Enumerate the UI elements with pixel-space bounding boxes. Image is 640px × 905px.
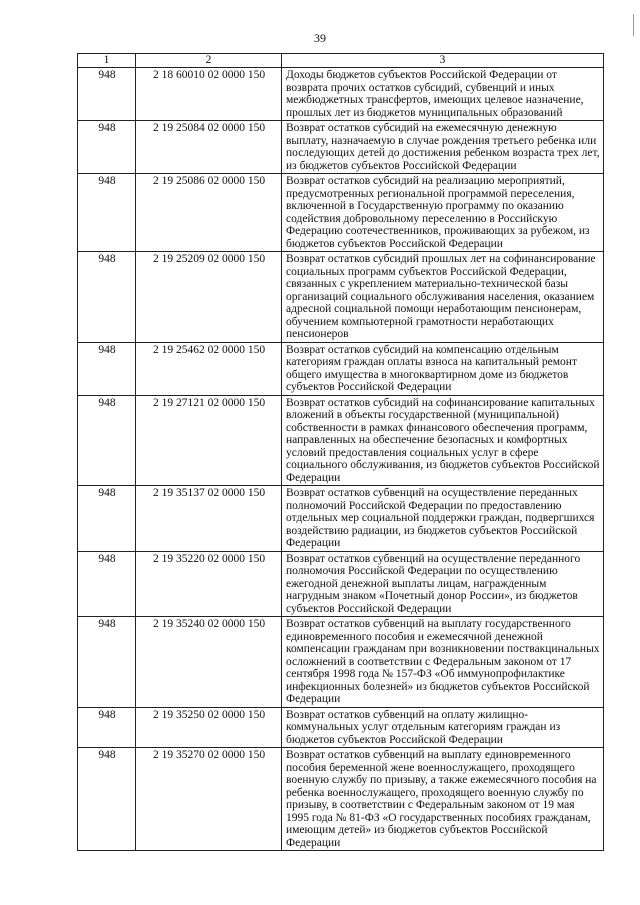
description-cell: Возврат остатков субвенций на оплату жилищно-коммунальных услуг отдельным категориям граждан из бюджетов субъектов Российской Федерации xyxy=(282,707,604,748)
budget-code-cell: 2 19 35137 02 0000 150 xyxy=(136,486,282,552)
table-row xyxy=(78,121,604,174)
budget-code-cell: 2 19 35240 02 0000 150 xyxy=(136,617,282,708)
budget-code-cell: 2 19 35250 02 0000 150 xyxy=(136,707,282,748)
table-row xyxy=(78,252,604,343)
budget-code-cell: 2 19 35270 02 0000 150 xyxy=(136,748,282,851)
description-cell: Возврат остатков субвенций на выплату государственного единовременного пособия и ежемесячной денежной компенсации гражданам при возникновении поствакцинальных осложнений в соответствии с Федеральным законом от 17 сентября 1998 года № 157-ФЗ «Об иммунопрофилактике инфекционных болезней» из бюджетов субъектов Российской Федерации xyxy=(282,617,604,708)
description-cell: Возврат остатков субвенций на выплату единовременного пособия беременной жене военнослужащего, проходящего военную службу по призыву, а также ежемесячного пособия на ребенка военнослужащего, проходящего военную службу по призыву, в соответствии с Федеральным законом от 19 мая 1995 года № 81-ФЗ «О государственных пособиях гражданам, имеющим детей» из бюджетов субъектов Российской Федерации xyxy=(282,748,604,851)
admin-code-cell: 948 xyxy=(78,68,136,121)
table-row xyxy=(78,748,604,851)
table-header-row xyxy=(78,54,604,68)
page-number: 39 xyxy=(314,31,326,45)
admin-code-cell: 948 xyxy=(78,174,136,252)
table-row xyxy=(78,551,604,617)
table-row xyxy=(78,617,604,708)
admin-code-cell: 948 xyxy=(78,252,136,343)
admin-code-cell: 948 xyxy=(78,748,136,851)
admin-code-cell: 948 xyxy=(78,551,136,617)
table-row xyxy=(78,707,604,748)
column-header-name: 3 xyxy=(282,54,604,68)
budget-code-cell: 2 19 25086 02 0000 150 xyxy=(136,174,282,252)
description-cell: Возврат остатков субвенций на осуществление переданных полномочий Российской Федерации по предоставлению отдельных мер социальной поддержки граждан, подвергшихся воздействию радиации, из бюджетов субъектов Российской Федерации xyxy=(282,486,604,552)
budget-classification-table xyxy=(77,53,604,851)
admin-code-cell: 948 xyxy=(78,617,136,708)
description-cell: Доходы бюджетов субъектов Российской Федерации от возврата прочих остатков субсидий, субвенций и иных межбюджетных трансфертов, имеющих целевое назначение, прошлых лет из бюджетов муниципальных образований xyxy=(282,68,604,121)
budget-code-cell: 2 19 35220 02 0000 150 xyxy=(136,551,282,617)
budget-code-cell: 2 19 25462 02 0000 150 xyxy=(136,342,282,395)
description-cell: Возврат остатков субсидий прошлых лет на софинансирование социальных программ субъектов Российской Федерации, связанных с укреплением материально-технической базы организаций социального обслуживания населения, оказанием адресной социальной помощи неработающим пенсионерам, обучением компьютерной грамотности неработающих пенсионеров xyxy=(282,252,604,343)
table-row xyxy=(78,395,604,486)
description-cell: Возврат остатков субсидий на компенсацию отдельным категориям граждан оплаты взноса на капитальный ремонт общего имущества в многоквартирном доме из бюджетов субъектов Российской Федерации xyxy=(282,342,604,395)
admin-code-cell: 948 xyxy=(78,486,136,552)
column-header-code: 2 xyxy=(136,54,282,68)
column-header-admin: 1 xyxy=(78,54,136,68)
description-cell: Возврат остатков субсидий на реализацию мероприятий, предусмотренных региональной программой переселения, включенной в Государственную программу по оказанию содействия добровольному переселению в Российскую Федерацию соотечественников, проживающих за рубежом, из бюджетов субъектов Российской Федерации xyxy=(282,174,604,252)
description-cell: Возврат остатков субсидий на ежемесячную денежную выплату, назначаемую в случае рождения третьего ребенка или последующих детей до достижения ребенком возраста трех лет, из бюджетов субъектов Российской Федерации xyxy=(282,121,604,174)
table-row xyxy=(78,68,604,121)
budget-code-cell: 2 18 60010 02 0000 150 xyxy=(136,68,282,121)
budget-code-cell: 2 19 27121 02 0000 150 xyxy=(136,395,282,486)
description-cell: Возврат остатков субвенций на осуществление переданного полномочия Российской Федерации по осуществлению ежегодной денежной выплаты лицам, награжденным нагрудным знаком «Почетный донор России», из бюджетов субъектов Российской Федерации xyxy=(282,551,604,617)
scan-edge-mark xyxy=(633,14,637,36)
admin-code-cell: 948 xyxy=(78,707,136,748)
admin-code-cell: 948 xyxy=(78,395,136,486)
description-cell: Возврат остатков субсидий на софинансирование капитальных вложений в объекты государственной (муниципальной) собственности в рамках финансового обеспечения программ, направленных на обеспечение безопасных и комфортных условий предоставления социальных услуг в сфере социального обслуживания, из бюджетов субъектов Российской Федерации xyxy=(282,395,604,486)
table-row xyxy=(78,342,604,395)
budget-code-cell: 2 19 25084 02 0000 150 xyxy=(136,121,282,174)
table-row xyxy=(78,174,604,252)
table-row xyxy=(78,486,604,552)
admin-code-cell: 948 xyxy=(78,121,136,174)
admin-code-cell: 948 xyxy=(78,342,136,395)
budget-code-cell: 2 19 25209 02 0000 150 xyxy=(136,252,282,343)
